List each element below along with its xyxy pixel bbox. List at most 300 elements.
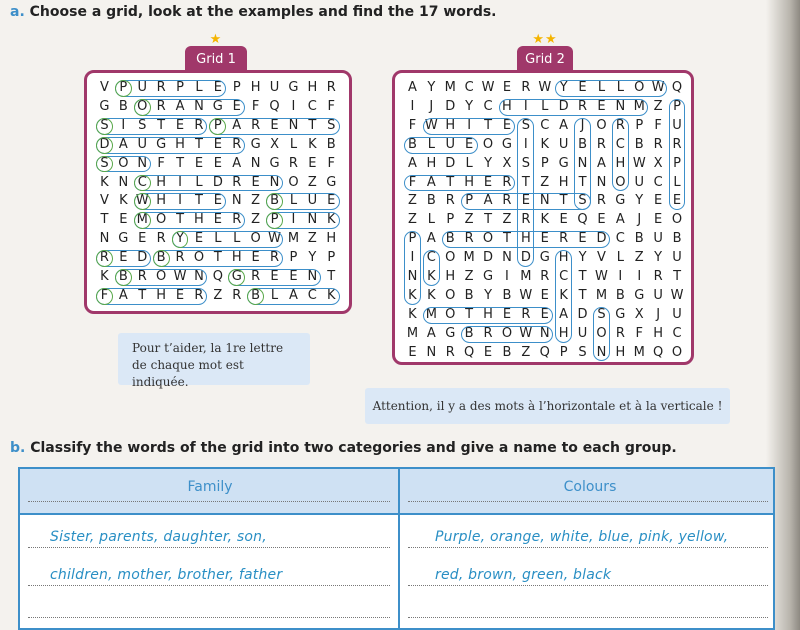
grid-letter[interactable]: H [558,325,569,341]
grid-letter[interactable]: B [270,193,279,209]
grid-letter[interactable]: O [482,136,494,152]
grid-letter[interactable]: O [445,250,456,266]
grid-letter[interactable]: E [521,193,530,209]
grid-letter[interactable]: M [444,80,456,95]
colours-header[interactable]: Colours [563,479,617,495]
grid-letter[interactable]: G [615,306,626,322]
grid-letter[interactable]: Z [653,98,663,114]
grid-letter[interactable]: E [232,98,241,114]
grid-letter[interactable]: H [520,231,531,247]
grid-letter[interactable]: D [445,155,456,171]
grid-letter[interactable]: U [672,117,682,133]
grid-letter[interactable]: O [156,212,167,228]
grid-letter[interactable]: T [578,287,587,303]
grid-letter[interactable]: H [445,269,456,284]
grid-letter[interactable]: T [484,212,493,228]
grid-letter[interactable]: E [597,212,606,228]
grid-letter[interactable]: T [194,136,203,152]
grid-letter[interactable]: B [672,231,682,247]
grid-letter[interactable]: T [578,269,587,284]
grid-letter[interactable]: O [634,80,645,95]
grid-letter[interactable]: Z [634,250,644,266]
grid-letter[interactable]: Y [484,155,493,171]
grid-letter[interactable]: P [559,344,568,360]
family-header[interactable]: Family [187,479,233,495]
grid-letter[interactable]: L [289,193,298,209]
grid-letter[interactable]: P [270,212,279,228]
grid-letter[interactable]: R [270,250,280,266]
grid-letter[interactable]: N [407,269,418,284]
grid-letter[interactable]: H [558,250,569,266]
grid-letter[interactable]: S [521,117,530,133]
grid-letter[interactable]: W [424,117,438,133]
grid-letter[interactable]: N [307,269,318,284]
grid-letter[interactable]: P [408,231,417,247]
grid-letter[interactable]: B [578,136,587,152]
grid-letter[interactable]: Q [212,269,223,284]
grid-letter[interactable]: D [99,136,110,152]
grid-letter[interactable]: W [651,80,665,95]
grid-letter[interactable]: G [288,80,299,95]
grid-letter[interactable]: W [481,80,495,95]
grid-letter[interactable]: F [327,155,335,171]
grid-letter[interactable]: Y [559,80,568,95]
grid-letter[interactable]: M [287,231,300,247]
grid-letter[interactable]: E [251,250,260,266]
grid-letter[interactable]: R [445,344,455,360]
grid-letter[interactable]: N [99,231,110,247]
grid-letter[interactable]: X [653,155,663,171]
grid-letter[interactable]: B [426,193,436,209]
grid-letter[interactable]: L [597,80,606,95]
grid-letter[interactable]: G [539,250,550,266]
grid-letter[interactable]: O [445,287,456,303]
grid-letter[interactable]: H [175,136,185,152]
grid-letter[interactable]: R [615,325,625,341]
grid-letter[interactable]: P [673,155,681,171]
grid-letter[interactable]: K [100,269,109,284]
grid-letter[interactable]: T [465,306,474,322]
grid-letter[interactable]: Z [407,212,417,228]
grid-letter[interactable]: W [135,193,149,209]
grid-letter[interactable]: E [502,306,512,322]
grid-letter[interactable]: A [483,193,493,209]
grid-letter[interactable]: C [672,325,682,341]
grid-letter[interactable]: H [558,174,569,190]
grid-letter[interactable]: D [445,98,456,114]
grid-letter[interactable]: L [616,250,624,266]
grid-letter[interactable]: I [178,174,182,190]
grid-letter[interactable]: F [251,98,260,114]
grid-letter[interactable]: A [426,325,436,341]
grid-letter[interactable]: G [326,174,337,190]
grid-letter[interactable]: C [540,117,550,133]
grid-letter[interactable]: O [615,174,626,190]
grid-letter[interactable]: E [213,80,222,95]
grid-letter[interactable]: E [559,212,568,228]
grid-letter[interactable]: A [426,174,436,190]
colours-answer-line2[interactable]: red, brown, green, black [435,567,612,583]
grid-letter[interactable]: W [595,269,608,284]
grid-letter[interactable]: N [596,174,607,190]
grid-letter[interactable]: U [653,287,663,303]
grid-letter[interactable]: G [615,193,626,209]
grid-letter[interactable]: I [121,117,126,133]
grid-letter[interactable]: E [483,344,493,360]
grid-letter[interactable]: K [308,136,317,152]
grid-letter[interactable]: O [482,231,494,247]
grid-letter[interactable]: N [502,250,512,266]
grid-letter[interactable]: U [634,174,644,190]
grid-letter[interactable]: U [577,325,588,341]
grid-letter[interactable]: I [410,98,415,114]
grid-letter[interactable]: R [194,287,204,303]
grid-letter[interactable]: B [251,287,261,303]
grid-letter[interactable]: I [467,117,472,133]
grid-letter[interactable]: A [288,287,298,303]
grid-letter[interactable]: G [250,136,261,152]
grid-letter[interactable]: P [289,250,298,266]
grid-letter[interactable]: E [540,306,549,322]
grid-letter[interactable]: N [250,155,261,171]
grid-letter[interactable]: Y [465,98,474,114]
grid-letter[interactable]: M [633,344,645,360]
grid-letter[interactable]: K [408,306,417,322]
grid-letter[interactable]: E [502,80,512,95]
grid-letter[interactable]: N [137,155,148,171]
grid-letter[interactable]: K [559,287,568,303]
grid-letter[interactable]: U [672,306,682,322]
grid-letter[interactable]: N [194,269,204,284]
grid-letter[interactable]: T [157,117,166,133]
grid-letter[interactable]: E [119,250,128,266]
grid-letter[interactable]: J [637,212,642,228]
grid-letter[interactable]: L [541,98,549,114]
grid-letter[interactable]: U [307,193,318,209]
grid-letter[interactable]: P [232,80,241,95]
grid-letter[interactable]: E [597,98,606,114]
grid-letter[interactable]: N [194,98,204,114]
grid-letter[interactable]: R [232,287,242,303]
grid-letter[interactable]: C [559,269,569,284]
grid-letter[interactable]: O [193,250,205,266]
grid-letter[interactable]: E [270,269,279,284]
grid-letter[interactable]: O [596,117,607,133]
grid-letter[interactable]: B [634,136,644,152]
grid-letter[interactable]: N [596,344,607,360]
grid-letter[interactable]: P [119,80,128,95]
grid-letter[interactable]: E [289,269,298,284]
grid-letter[interactable]: H [615,155,626,171]
grid-letter[interactable]: T [521,174,530,190]
grid-letter[interactable]: A [559,117,569,133]
grid-letter[interactable]: E [138,231,147,247]
grid-letter[interactable]: U [269,80,280,95]
grid-letter[interactable]: Z [540,174,550,190]
grid-letter[interactable]: N [269,174,280,190]
grid-letter[interactable]: A [559,306,569,322]
grid-letter[interactable]: H [445,117,456,133]
grid-letter[interactable]: I [523,98,528,114]
grid-letter[interactable]: R [288,155,298,171]
grid-letter[interactable]: A [175,98,185,114]
grid-letter[interactable]: P [327,250,336,266]
grid-letter[interactable]: R [559,231,569,247]
grid-letter[interactable]: Z [464,212,474,228]
grid-letter[interactable]: S [100,117,109,133]
grid-letter[interactable]: T [176,212,185,228]
grid-letter[interactable]: A [407,155,417,171]
grid-letter[interactable]: R [194,117,204,133]
grid-letter[interactable]: T [308,117,317,133]
grid-letter[interactable]: U [445,136,455,152]
grid-letter[interactable]: Z [213,287,223,303]
grid-letter[interactable]: H [653,325,664,341]
grid-letter[interactable]: W [519,287,533,303]
grid-letter[interactable]: E [213,136,222,152]
grid-letter[interactable]: D [577,306,588,322]
grid-letter[interactable]: H [615,344,626,360]
grid-letter[interactable]: L [465,155,473,171]
grid-letter[interactable]: D [483,250,494,266]
grid-letter[interactable]: X [270,136,279,152]
grid-letter[interactable]: N [426,344,437,360]
grid-letter[interactable]: M [425,306,437,322]
grid-letter[interactable]: E [483,174,493,190]
grid-letter[interactable]: K [100,174,109,190]
grid-letter[interactable]: P [176,80,184,95]
grid-letter[interactable]: I [291,212,296,228]
grid-letter[interactable]: P [213,117,222,133]
grid-letter[interactable]: C [426,250,436,266]
grid-letter[interactable]: E [327,193,336,209]
grid-letter[interactable]: W [519,325,533,341]
grid-letter[interactable]: N [118,174,129,190]
grid-letter[interactable]: Z [307,174,317,190]
colours-answer-line1[interactable]: Purple, orange, white, blue, pink, yellow, [435,529,729,545]
grid-letter[interactable]: Y [308,250,317,266]
grid-letter[interactable]: K [326,212,336,228]
grid-letter[interactable]: R [615,117,625,133]
grid-letter[interactable]: F [635,325,643,341]
grid-letter[interactable]: U [672,250,682,266]
grid-letter[interactable]: C [307,98,317,114]
grid-letter[interactable]: L [195,80,203,95]
grid-letter[interactable]: H [307,80,318,95]
grid-letter[interactable]: E [251,174,260,190]
grid-letter[interactable]: R [653,136,663,152]
grid-letter[interactable]: A [232,155,242,171]
grid-letter[interactable]: D [520,250,531,266]
grid-letter[interactable]: R [540,269,550,284]
grid-letter[interactable]: I [410,250,415,266]
grid-letter[interactable]: S [521,155,530,171]
family-answer-line1[interactable]: Sister, parents, daughter, son, [50,529,267,545]
grid-letter[interactable]: T [327,269,336,284]
grid-letter[interactable]: X [634,306,644,322]
grid-letter[interactable]: Z [502,212,512,228]
grid-letter[interactable]: G [445,325,456,341]
grid-letter[interactable]: Q [464,344,475,360]
grid-letter[interactable]: G [118,231,129,247]
grid-letter[interactable]: T [446,174,455,190]
grid-letter[interactable]: G [269,155,280,171]
grid-letter[interactable]: F [327,98,335,114]
grid-letter[interactable]: G [634,287,645,303]
grid-letter[interactable]: T [138,287,147,303]
grid-letter[interactable]: E [213,193,222,209]
grid-letter[interactable]: C [464,80,474,95]
grid-letter[interactable]: Y [176,231,185,247]
grid-letter[interactable]: T [100,212,109,228]
grid-letter[interactable]: G [212,98,223,114]
grid-letter[interactable]: F [157,155,165,171]
grid-letter[interactable]: K [119,193,128,209]
grid-letter[interactable]: B [634,231,644,247]
grid-letter[interactable]: T [484,117,493,133]
grid-letter[interactable]: B [118,98,128,114]
grid-letter[interactable]: O [445,306,456,322]
grid-letter[interactable]: H [194,212,204,228]
grid-letter[interactable]: B [118,269,128,284]
grid-letter[interactable]: V [596,250,606,266]
grid-letter[interactable]: E [672,193,682,209]
grid-letter[interactable]: K [540,136,549,152]
grid-letter[interactable]: D [596,231,607,247]
grid-letter[interactable]: Q [653,344,664,360]
grid-letter[interactable]: N [577,155,588,171]
grid-letter[interactable]: A [615,212,625,228]
grid-letter[interactable]: E [540,287,549,303]
grid-letter[interactable]: E [213,212,222,228]
grid-letter[interactable]: R [596,193,606,209]
grid-letter[interactable]: R [672,136,682,152]
grid-letter[interactable]: M [633,98,645,114]
grid-letter[interactable]: L [616,80,624,95]
grid-letter[interactable]: E [654,193,663,209]
grid-letter[interactable]: C [615,136,625,152]
grid-letter[interactable]: Z [464,269,474,284]
grid-letter[interactable]: W [538,80,552,95]
grid-letter[interactable]: K [540,212,549,228]
grid-letter[interactable]: D [212,174,223,190]
grid-letter[interactable]: K [326,287,336,303]
grid-letter[interactable]: R [445,193,455,209]
grid-letter[interactable]: R [137,269,147,284]
grid-letter[interactable]: Y [427,80,436,95]
grid-letter[interactable]: W [632,155,646,171]
grid-letter[interactable]: C [615,231,625,247]
grid-letter[interactable]: O [137,98,148,114]
grid-letter[interactable]: P [540,155,549,171]
grid-letter[interactable]: B [615,287,625,303]
grid-letter[interactable]: H [156,287,167,303]
grid-letter[interactable]: A [118,287,128,303]
grid-letter[interactable]: E [578,231,587,247]
grid-letter[interactable]: B [464,287,474,303]
grid-letter[interactable]: R [578,98,588,114]
grid-letter[interactable]: T [559,193,568,209]
grid-letter[interactable]: R [251,117,261,133]
grid-letter[interactable]: F [408,174,417,190]
grid-letter[interactable]: O [156,269,167,284]
grid-letter[interactable]: O [118,155,129,171]
grid-letter[interactable]: T [176,155,185,171]
grid-letter[interactable]: B [445,231,455,247]
grid-letter[interactable]: C [653,174,663,190]
grid-letter[interactable]: E [502,117,512,133]
grid-letter[interactable]: D [137,250,148,266]
grid-letter[interactable]: H [426,155,437,171]
grid-letter[interactable]: W [268,231,281,247]
grid-letter[interactable]: R [483,325,493,341]
grid-letter[interactable]: R [464,231,474,247]
grid-letter[interactable]: H [326,231,337,247]
grid-letter[interactable]: E [408,344,417,360]
grid-letter[interactable]: H [156,174,167,190]
grid-letter[interactable]: A [118,136,128,152]
grid-letter[interactable]: T [673,269,682,284]
grid-letter[interactable]: R [156,231,166,247]
grid-letter[interactable]: Z [407,193,417,209]
grid-letter[interactable]: R [99,250,109,266]
grid-letter[interactable]: G [483,269,494,284]
grid-letter[interactable]: B [464,325,474,341]
grid-letter[interactable]: S [100,155,109,171]
grid-letter[interactable]: E [578,80,587,95]
grid-letter[interactable]: I [637,269,642,284]
grid-letter[interactable]: A [232,117,242,133]
grid-letter[interactable]: R [502,193,512,209]
grid-letter[interactable]: E [308,155,317,171]
grid-letter[interactable]: H [464,174,475,190]
grid-letter[interactable]: E [270,117,279,133]
grid-letter[interactable]: R [232,174,242,190]
grid-letter[interactable]: Q [269,98,280,114]
grid-letter[interactable]: P [446,212,455,228]
grid-letter[interactable]: B [407,136,417,152]
grid-letter[interactable]: N [539,325,550,341]
grid-letter[interactable]: J [656,306,661,322]
grid-letter[interactable]: S [578,193,587,209]
grid-letter[interactable]: T [578,174,587,190]
grid-letter[interactable]: J [429,98,434,114]
grid-letter[interactable]: R [596,136,606,152]
grid-letter[interactable]: I [291,98,296,114]
grid-letter[interactable]: Z [251,212,261,228]
grid-letter[interactable]: R [251,269,261,284]
grid-letter[interactable]: H [156,193,167,209]
grid-letter[interactable]: P [673,98,681,114]
grid-letter[interactable]: S [578,344,587,360]
grid-letter[interactable]: B [502,344,512,360]
grid-letter[interactable]: E [175,117,185,133]
grid-letter[interactable]: E [213,155,222,171]
grid-letter[interactable]: U [137,80,147,95]
grid-letter[interactable]: O [288,174,299,190]
grid-letter[interactable]: R [502,174,512,190]
grid-letter[interactable]: G [231,269,242,284]
grid-letter[interactable]: B [326,136,336,152]
grid-letter[interactable]: O [596,325,607,341]
grid-letter[interactable]: H [502,98,512,114]
grid-letter[interactable]: G [501,136,512,152]
grid-letter[interactable]: N [307,212,318,228]
grid-letter[interactable]: S [138,117,147,133]
grid-letter[interactable]: E [175,287,185,303]
grid-letter[interactable]: F [100,287,109,303]
grid-letter[interactable]: H [483,306,493,322]
